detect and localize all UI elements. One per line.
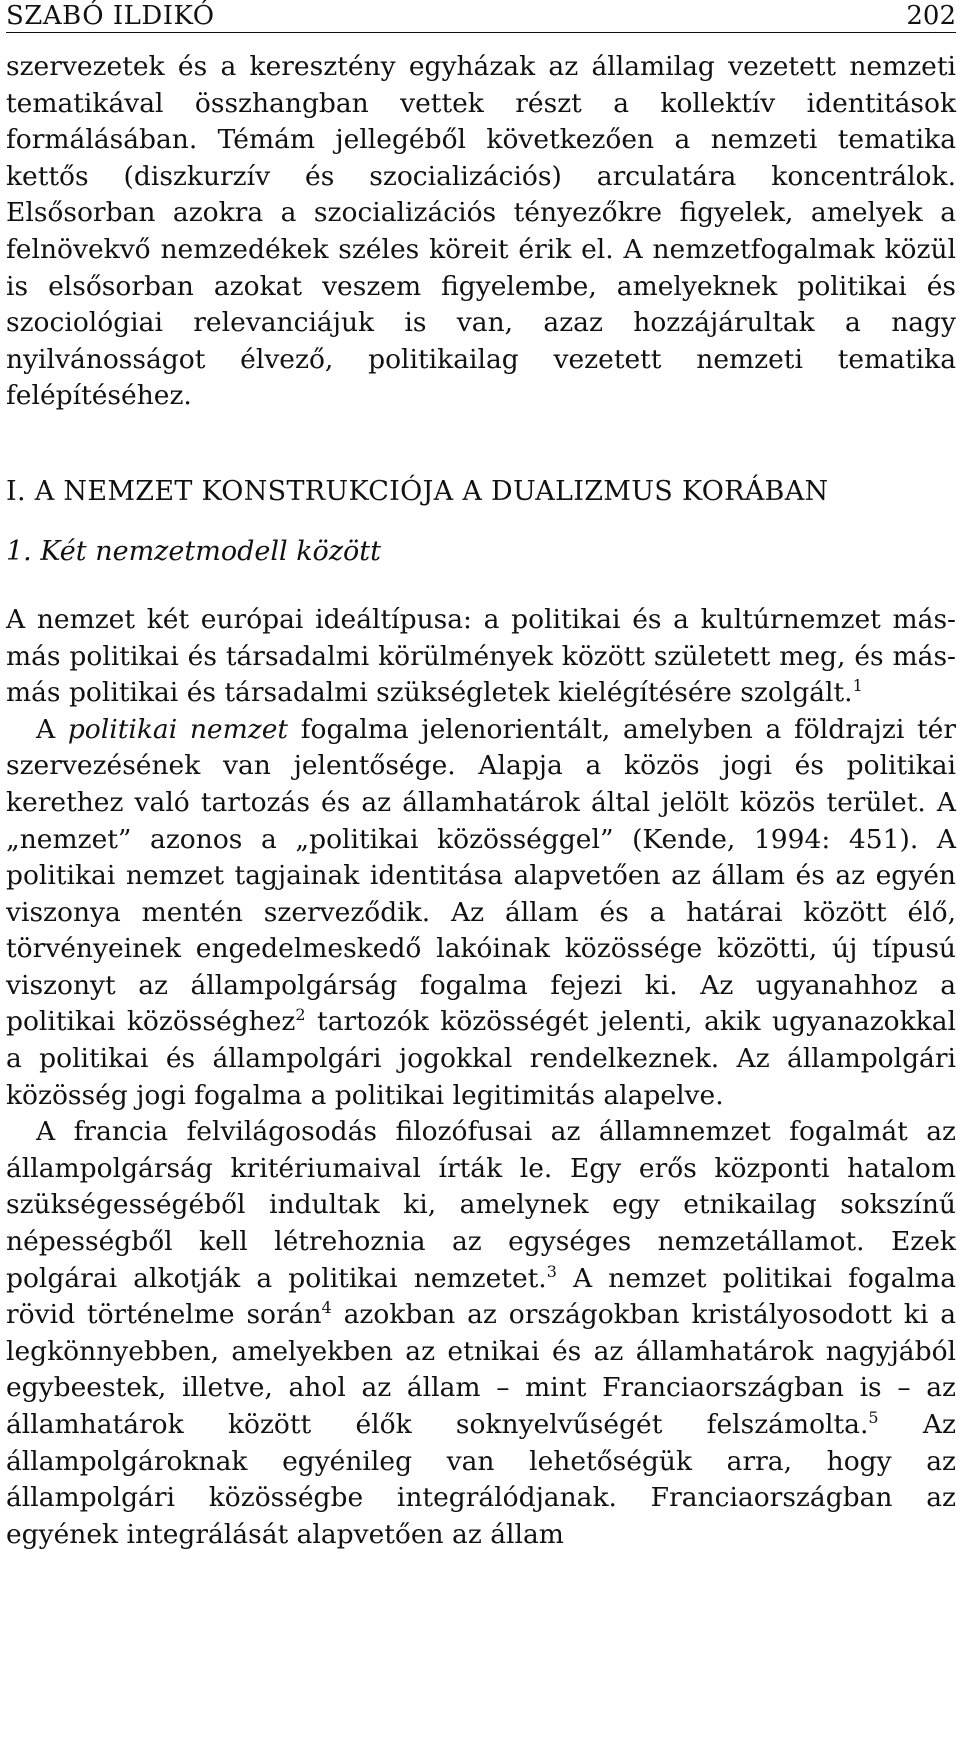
footnote-marker: 3: [546, 1261, 557, 1281]
page-number: 202: [906, 1, 956, 31]
emphasis-political-nation: politikai nemzet: [67, 713, 289, 745]
paragraph-text: A nemzet politikai fogalma rövid történelme során: [6, 1262, 956, 1331]
footnote-marker: 5: [868, 1408, 879, 1427]
paragraph-text: tartozók közösségét jelenti, akik ugyanazokkal a politikai és állampolgári jogokkal rendelkeznek. Az állampolgári közösség jogi fogalma a politikai legitimitás alapelve.: [6, 1006, 957, 1111]
paragraph-ideal-types: [6, 602, 956, 712]
paragraph-lead: A: [36, 713, 68, 745]
footnote-marker: 1: [852, 676, 863, 696]
header-author: SZABÓ ILDIKÓ: [6, 1, 215, 31]
subsection-heading: 1. Két nemzetmodell között: [6, 535, 381, 567]
paragraph-text: azokban az országokban kristályosodott ki a legkönnyebben, amelyekben az etnikai és az államhatárok nagyjából egybeestek, illetve, ahol az állam – mint Franciaországban is – az államhatárok között élők soknyelvűségét felszámolta.: [6, 1299, 956, 1440]
paragraph-french-enlightenment: [6, 1114, 956, 1553]
running-header: [6, 0, 956, 33]
paragraph-text: A nemzet két európai ideáltípusa: a politikai és a kultúrnemzet más-más politikai és társadalmi körülmények között született meg, és más-más politikai és társadalmi szükségletek kielégítésére szolgált.: [6, 603, 956, 709]
intro-paragraph: szervezetek és a keresztény egyházak az államilag vezetett nemzeti tematikával összhangban vettek részt a kollektív identitások formálásában. Témám jellegéből következően a nemzeti tematika kettős (diszkurzív és szocializációs) arculatára koncentrálok. Elsősorban azokra a szocializációs tényezőkre figyelek, amelyek a felnövekvő nemzedékek széles köreit érik el. A nemzetfogalmak közül is elsősorban azokat veszem figyelembe, amelyeknek politikai és szociológiai relevanciájuk is van, azaz hozzájárultak a nagy nyilvánosságot élvező, politikailag vezetett nemzeti tematika felépítéséhez.: [6, 51, 956, 412]
section-heading: I. A NEMZET KONSTRUKCIÓJA A DUALIZMUS KORÁBAN: [6, 475, 829, 507]
footnote-marker: 2: [295, 1005, 306, 1025]
paragraph-text: fogalma jelenorientált, amelyben a földrajzi tér szervezésének van jelentősége. Alapja a közös jogi és politikai kerethez való tartozás és az államhatárok által jelölt közös terület. A „nemzet” azonos a „politikai közösséggel” (Kende, 1994: 451). A politikai nemzet tagjainak identitása alapvetően az állam és az egyén viszonya mentén szerveződik. Az állam és a határai között élő, törvényeinek engedelmeskedő lakóinak közössége közötti, új típusú viszonyt az állampolgárság fogalma fejezi ki. Az ugyanahhoz a politikai közösséghez: [6, 713, 957, 1038]
paragraph-political-nation: [6, 712, 956, 1115]
document-page: [6, 0, 956, 1553]
paragraph-text: A francia felvilágosodás filozófusai az államnemzet fogalmát az állampolgárság kritériumaival írták le. Egy erős központi hatalom szükségességéből indultak ki, amelynek egy etnikailag sokszínű népességből kell létrehoznia az egységes nemzetállamot. Ezek polgárai alkotják a politikai nemzetet.: [6, 1116, 956, 1294]
footnote-marker: 4: [321, 1298, 332, 1318]
paragraph-text: Az állampolgároknak egyénileg van lehetőségük arra, hogy az állampolgári közösségbe integrálódjanak. Franciaországban az egyének integrálását alapvetően az állam: [6, 1409, 956, 1550]
